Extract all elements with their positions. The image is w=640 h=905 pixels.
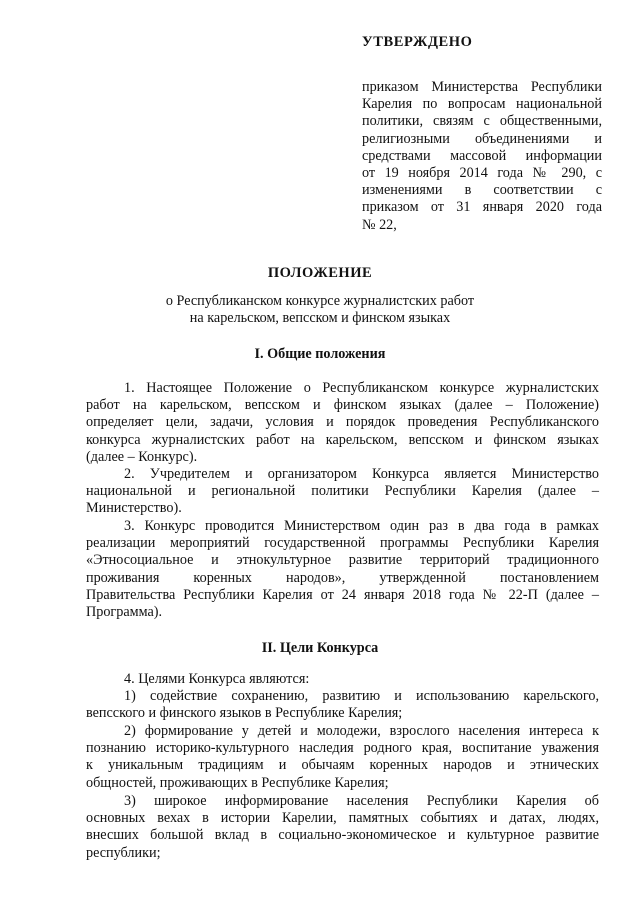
paragraph-line: к уникальным традициям и обычаям коренных народов и этнических — [86, 757, 599, 774]
approval-line: средствами массовой информации — [362, 147, 602, 164]
paragraph-line: «Этносоциальное и этнокультурное развитие территорий традиционного — [86, 552, 599, 569]
approval-line: политики, связям с общественными, — [362, 113, 602, 130]
paragraph-line: вепсского и финского языков в Республике Карелия; — [86, 705, 403, 722]
document-subtitle — [0, 293, 640, 327]
paragraph-line: 3. Конкурс проводится Министерством один раз в два года в рамках — [124, 518, 599, 534]
approval-line: религиозными объединениями и — [362, 130, 602, 147]
paragraph-line: 4. Целями Конкурса являются: — [124, 671, 310, 687]
paragraph-line: конкурса журналистских работ на карельском, вепсском и финском языках — [86, 431, 599, 448]
paragraph-line: 3) широкое информирование населения Республики Карелия об — [124, 793, 599, 809]
approval-title: УТВЕРЖДЕНО — [362, 34, 473, 50]
paragraph-line: Программа). — [86, 604, 163, 621]
paragraph-line: республики; — [86, 844, 161, 861]
approval-line: Карелия по вопросам национальной — [362, 96, 602, 113]
paragraph-2 — [86, 466, 599, 518]
document-title: ПОЛОЖЕНИЕ — [267, 265, 373, 281]
subtitle-line: о Республиканском конкурсе журналистских работ — [165, 293, 475, 309]
paragraph-line: (далее – Конкурс). — [86, 448, 198, 465]
approval-line: № 22, — [362, 216, 397, 233]
paragraph-line: 1. Настоящее Положение о Республиканском конкурсе журналистских — [124, 380, 599, 396]
approval-line: приказом Министерства Республики — [362, 79, 602, 95]
paragraph-line: Правительства Республики Карелия от 24 января 2018 года № 22-П (далее – — [86, 586, 599, 603]
paragraph-4-item-2 — [86, 723, 599, 792]
approval-line: от 19 ноября 2014 года № 290, с — [362, 165, 602, 182]
paragraph-4 — [86, 671, 599, 688]
paragraph-3 — [86, 518, 599, 621]
approval-text — [362, 79, 602, 234]
paragraph-1 — [86, 380, 599, 466]
paragraph-4-item-3 — [86, 793, 599, 862]
paragraph-4-item-1 — [86, 688, 599, 722]
paragraph-line: 2) формирование у детей и молодежи, взрослого населения интереса к — [124, 723, 599, 739]
paragraph-line: 2. Учредителем и организатором Конкурса является Министерство — [124, 466, 599, 482]
section-heading-goals: II. Цели Конкурса — [261, 640, 379, 656]
paragraph-line: работ на карельском, вепсском и финском языках (далее – Положение) — [86, 397, 599, 414]
approval-line: изменениями в соответствии с — [362, 182, 602, 199]
paragraph-line: основных вехах в истории Карелии, памятных событиях и датах, людях, — [86, 810, 599, 827]
paragraph-line: общностей, проживающих в Республике Карелия; — [86, 774, 389, 791]
section-heading-general: I. Общие положения — [254, 346, 386, 362]
paragraph-line: познанию историко-культурного наследия родного края, воспитание уважения — [86, 740, 599, 757]
paragraph-line: определяет цели, задачи, условия и порядок проведения Республиканского — [86, 414, 599, 431]
subtitle-line: на карельском, вепсском и финском языках — [189, 310, 451, 327]
paragraph-line: 1) содействие сохранению, развитию и использованию карельского, — [124, 688, 599, 704]
paragraph-line: проживания коренных народов», утвержденной постановлением — [86, 569, 599, 586]
paragraph-line: реализации мероприятий государственной программы Республики Карелия — [86, 535, 599, 552]
paragraph-line: внесших большой вклад в социально-экономическое и культурное развитие — [86, 827, 599, 844]
approval-line: приказом от 31 января 2020 года — [362, 199, 602, 216]
paragraph-line: национальной и региональной политики Республики Карелия (далее – — [86, 483, 599, 500]
paragraph-line: Министерство). — [86, 500, 182, 517]
